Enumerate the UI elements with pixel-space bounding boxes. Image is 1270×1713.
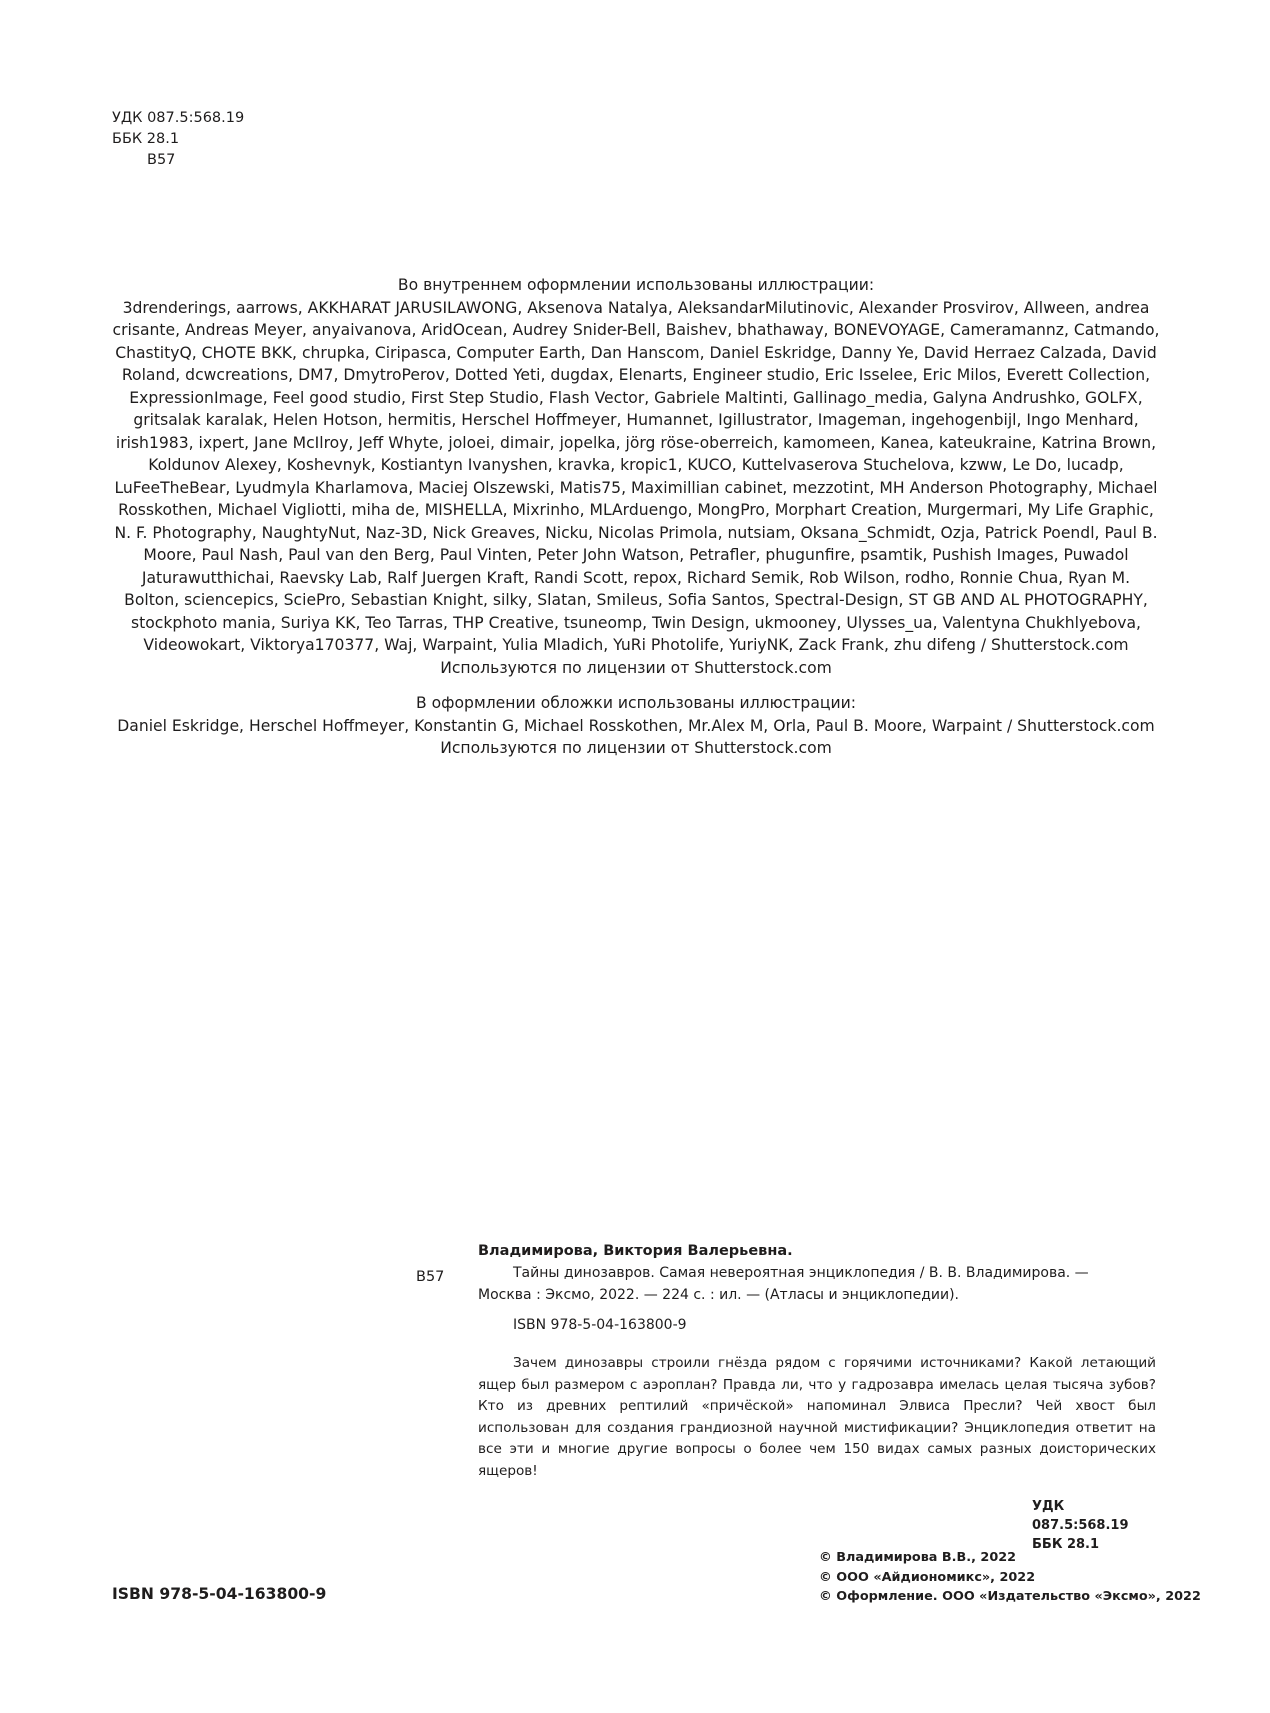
copyright-author: © Владимирова В.В., 2022	[819, 1550, 1017, 1565]
record-title: Тайны динозавров. Самая невероятная энциклопедия / В. В. Владимирова. —	[513, 1265, 1089, 1281]
interior-credits-heading: Во внутреннем оформлении использованы иллюстрации:	[397, 276, 875, 294]
illustration-credits	[112, 274, 1160, 760]
record-author-code: В57	[416, 1269, 445, 1285]
cover-credits-heading: В оформлении обложки использованы иллюстрации:	[415, 694, 857, 712]
copyright-company: © ООО «Айдиономикс», 2022	[819, 1569, 1036, 1585]
copyright-design: © Оформление. ООО «Издательство «Эксмо», 2022	[819, 1589, 1201, 1604]
classification-block	[112, 108, 244, 171]
footer-isbn: ISBN 978-5-04-163800-9	[112, 1585, 327, 1603]
copyright-block	[819, 1548, 1201, 1607]
record-annotation: Зачем динозавры строили гнёзда рядом с горячими источниками? Какой летающий ящер был размером с аэроплан? Правда ли, что у гадрозавра имелась целая тысяча зубов? Кто из древних рептилий «причёской» напоминал Элвиса Пресли? Чей хвост был использован для создания грандиозной научной мистификации? Энциклопедия ответит на все эти и многие другие вопросы о более чем 150 видах самых разных доисторических ящеров!	[478, 1355, 1156, 1479]
bibliographic-record	[416, 1240, 1156, 1554]
record-isbn: ISBN 978-5-04-163800-9	[513, 1317, 687, 1333]
record-bbk: ББК 28.1	[1032, 1536, 1100, 1552]
cover-license-note: Используются по лицензии от Shutterstock.com	[440, 739, 832, 757]
udk-code: УДК 087.5:568.19	[112, 110, 245, 126]
interior-credits-names: 3drenderings, aarrows, AKKHARAT JARUSILAWONG, Aksenova Natalya, AleksandarMilutinovic, Alexander Prosvirov, Allween, andrea crisante, Andreas Meyer, anyaivanova, AridOcean, Audrey Snider-Bell, Baishev, bhathaway, BONEVOYAGE, Cameramannz, Catmando, ChastityQ, CHOTE BKK, chrupka, Ciripasca, Computer Earth, Dan Hanscom, Daniel Eskridge, Danny Ye, David Herraez Calzada, David Roland, dcwcreations, DM7, DmytroPerov, Dotted Yeti, dugdax, Elenarts, Engineer studio, Eric Isselee, Eric Milos, Everett Collection, ExpressionImage, Feel good studio, First Step Studio, Flash Vector, Gabriele Maltinti, Gallinago_media, Galyna Andrushko, GOLFX, gritsalak karalak, Helen Hotson, hermitis, Herschel Hoffmeyer, Humannet, Igillustrator, Imageman, ingehogenbijl, Ingo Menhard, irish1983, ixpert, Jane McIlroy, Jeff Whyte, joloei, dimair, jopelka, jörg röse-oberreich, kamomeen, Kanea, kateukraine, Katrina Brown, Koldunov Alexey, Koshevnyk, Kostiantyn Ivanyshen, kravka, kropic1, KUCO, Kuttelvaserova Stuchelova, kzww, Le Do, lucadp, LuFeeTheBear, Lyudmyla Kharlamova, Maciej Olszewski, Matis75, Maximillian cabinet, mezzotint, MH Anderson Photography, Michael Rosskothen, Michael Vigliotti, miha de, MISHELLA, Mixrinho, MLArduengo, MongPro, Morphart Creation, Murgermari, My Life Graphic, N. F. Photography, NaughtyNut, Naz-3D, Nick Greaves, Nicku, Nicolas Primola, nutsiam, Oksana_Schmidt, Ozja, Patrick Poendl, Paul B. Moore, Paul Nash, Paul van den Berg, Paul Vinten, Peter John Watson, Petrafler, phugunfire, psamtik, Pushish Images, Puwadol Jaturawutthichai, Raevsky Lab, Ralf Juergen Kraft, Randi Scott, repox, Richard Semik, Rob Wilson, rodho, Ronnie Chua, Ryan M. Bolton, sciencepics, SciePro, Sebastian Knight, silky, Slatan, Smileus, Sofia Santos, Spectral-Design, ST GB AND AL PHOTOGRAPHY, stockphoto mania, Suriya KK, Teo Tarras, THP Creative, tsuneomp, Twin Design, ukmooney, Ulysses_ua, Valentyna Chukhlyebova, Videowokart, Viktorya170377, Waj, Warpaint, Yulia Mladich, YuRi Photolife, YuriyNK, Zack Frank, zhu difeng / Shutterstock.com	[112, 298, 1160, 654]
record-author: Владимирова, Виктория Валерьевна.	[478, 1243, 793, 1259]
record-udk: УДК 087.5:568.19	[1032, 1498, 1129, 1533]
interior-license-note: Используются по лицензии от Shutterstock.com	[440, 658, 832, 677]
record-classification	[478, 1497, 1156, 1554]
record-imprint: Москва : Эксмо, 2022. — 224 с. : ил. — (Атласы и энциклопедии).	[478, 1287, 959, 1303]
author-code: В57	[147, 152, 176, 168]
cover-credits-names: Daniel Eskridge, Herschel Hoffmeyer, Konstantin G, Michael Rosskothen, Mr.Alex M, Orla, Paul B. Moore, Warpaint / Shutterstock.com	[117, 716, 1155, 735]
bbk-code: ББК 28.1	[112, 131, 180, 147]
